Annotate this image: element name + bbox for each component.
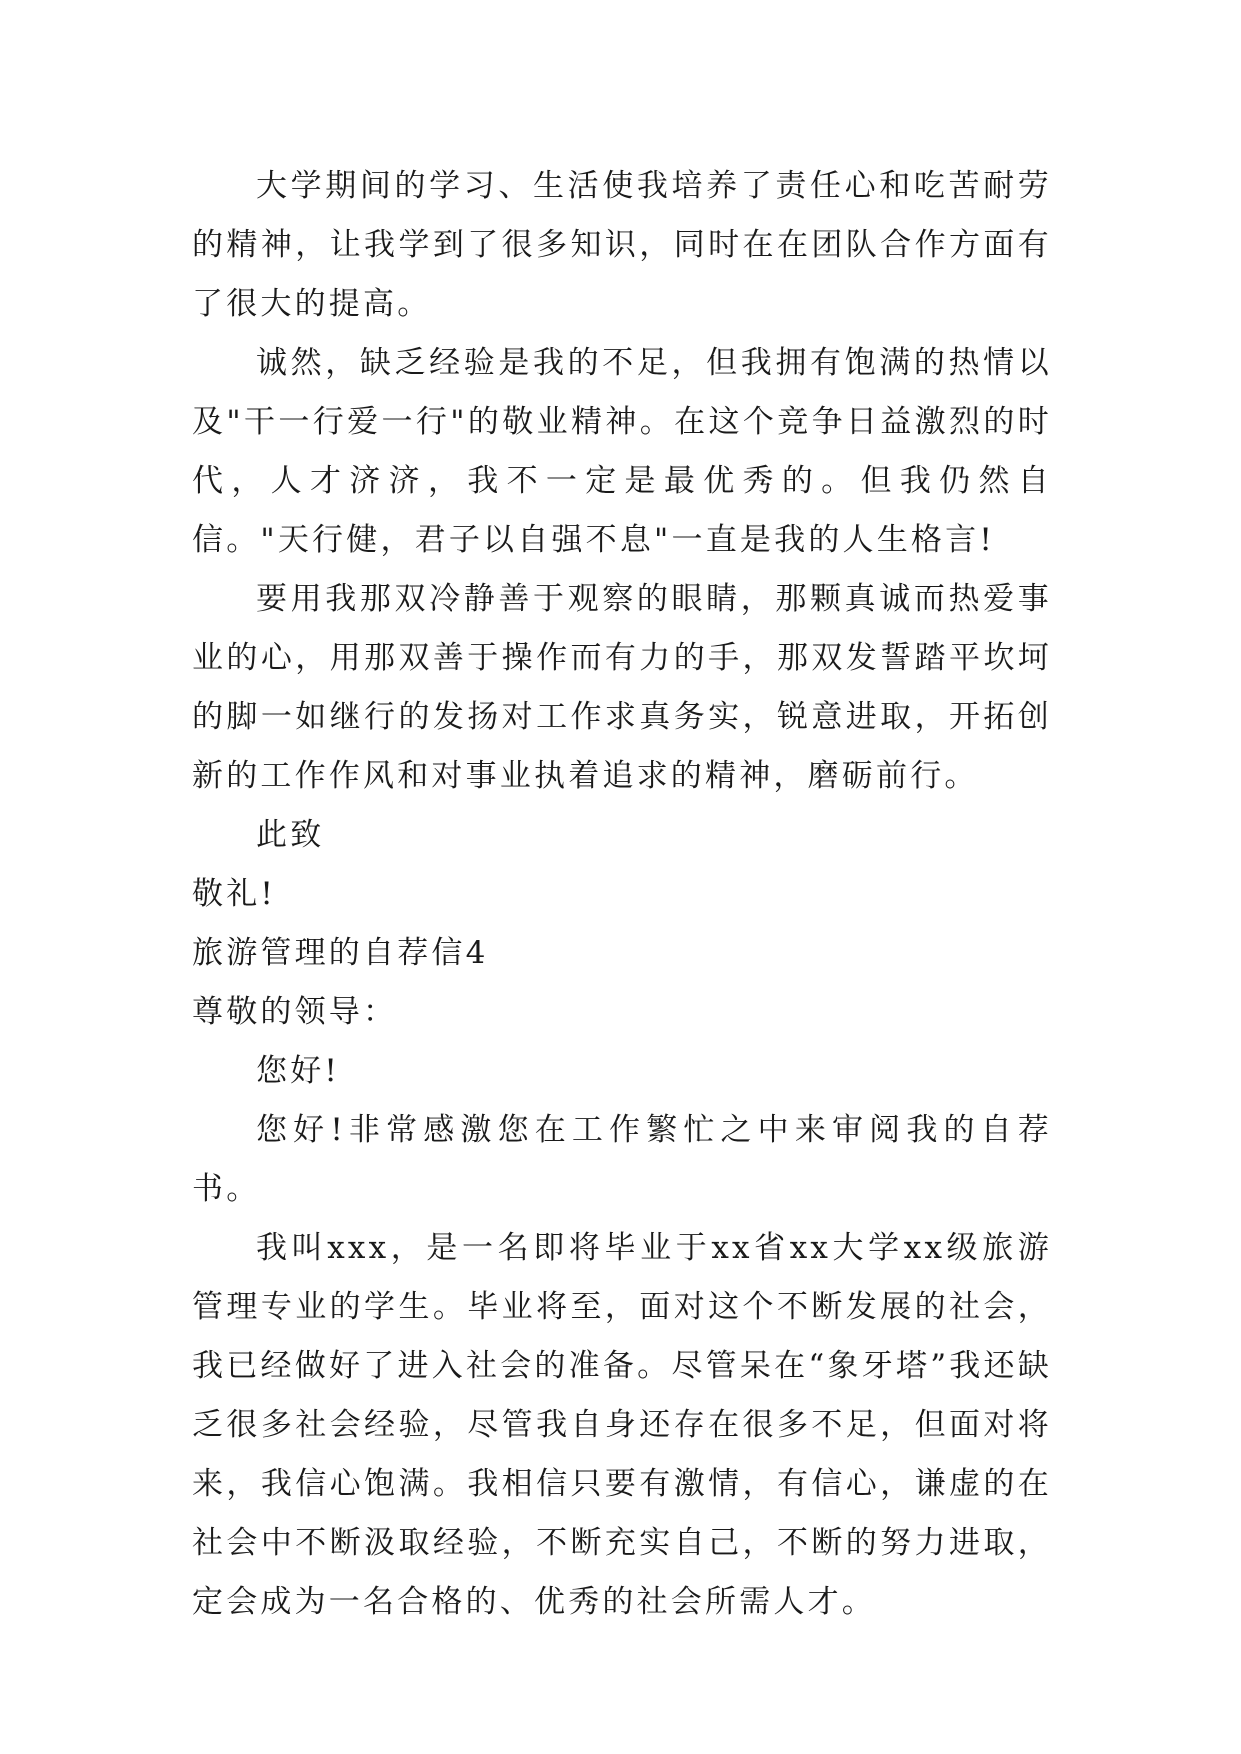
closing-cizhi: 此致 [256, 817, 325, 853]
closing-jingli: 敬礼! [192, 876, 277, 912]
section-heading-letter-4: 旅游管理的自荐信4 [192, 935, 489, 971]
salutation: 尊敬的领导： [192, 994, 398, 1030]
greeting: 您好! [256, 1053, 341, 1089]
paragraph-enthusiasm: 诚然，缺乏经验是我的不足，但我拥有饱满的热情以及"干一行爱一行"的敬业精神。在这个竞争日益激烈的时代，人才济济，我不一定是最优秀的。但我仍然自信。"天行健，君子以自强不息"一直是我的人生格言! [192, 345, 1052, 558]
paragraph-introduction: 我叫xxx，是一名即将毕业于xx省xx大学xx级旅游管理专业的学生。毕业将至，面对这个不断发展的社会，我已经做好了进入社会的准备。尽管呆在“象牙塔”我还缺乏很多社会经验，尽管我自身还存在很多不足，但面对将来，我信心饱满。我相信只要有激情，有信心，谦虚的在社会中不断汲取经验，不断充实自己，不断的努力进取，定会成为一名合格的、优秀的社会所需人才。 [192, 1230, 1052, 1620]
document-body [192, 157, 1052, 1632]
paragraph-commitment: 要用我那双冷静善于观察的眼睛，那颗真诚而热爱事业的心，用那双善于操作而有力的手，那双发誓踏平坎坷的脚一如继行的发扬对工作求真务实，锐意进取，开拓创新的工作作风和对事业执着追求的精神，磨砺前行。 [192, 581, 1052, 794]
paragraph-university-experience: 大学期间的学习、生活使我培养了责任心和吃苦耐劳的精神，让我学到了很多知识，同时在在团队合作方面有了很大的提高。 [192, 168, 1052, 322]
paragraph-thanks: 您好!非常感激您在工作繁忙之中来审阅我的自荐书。 [192, 1112, 1052, 1207]
